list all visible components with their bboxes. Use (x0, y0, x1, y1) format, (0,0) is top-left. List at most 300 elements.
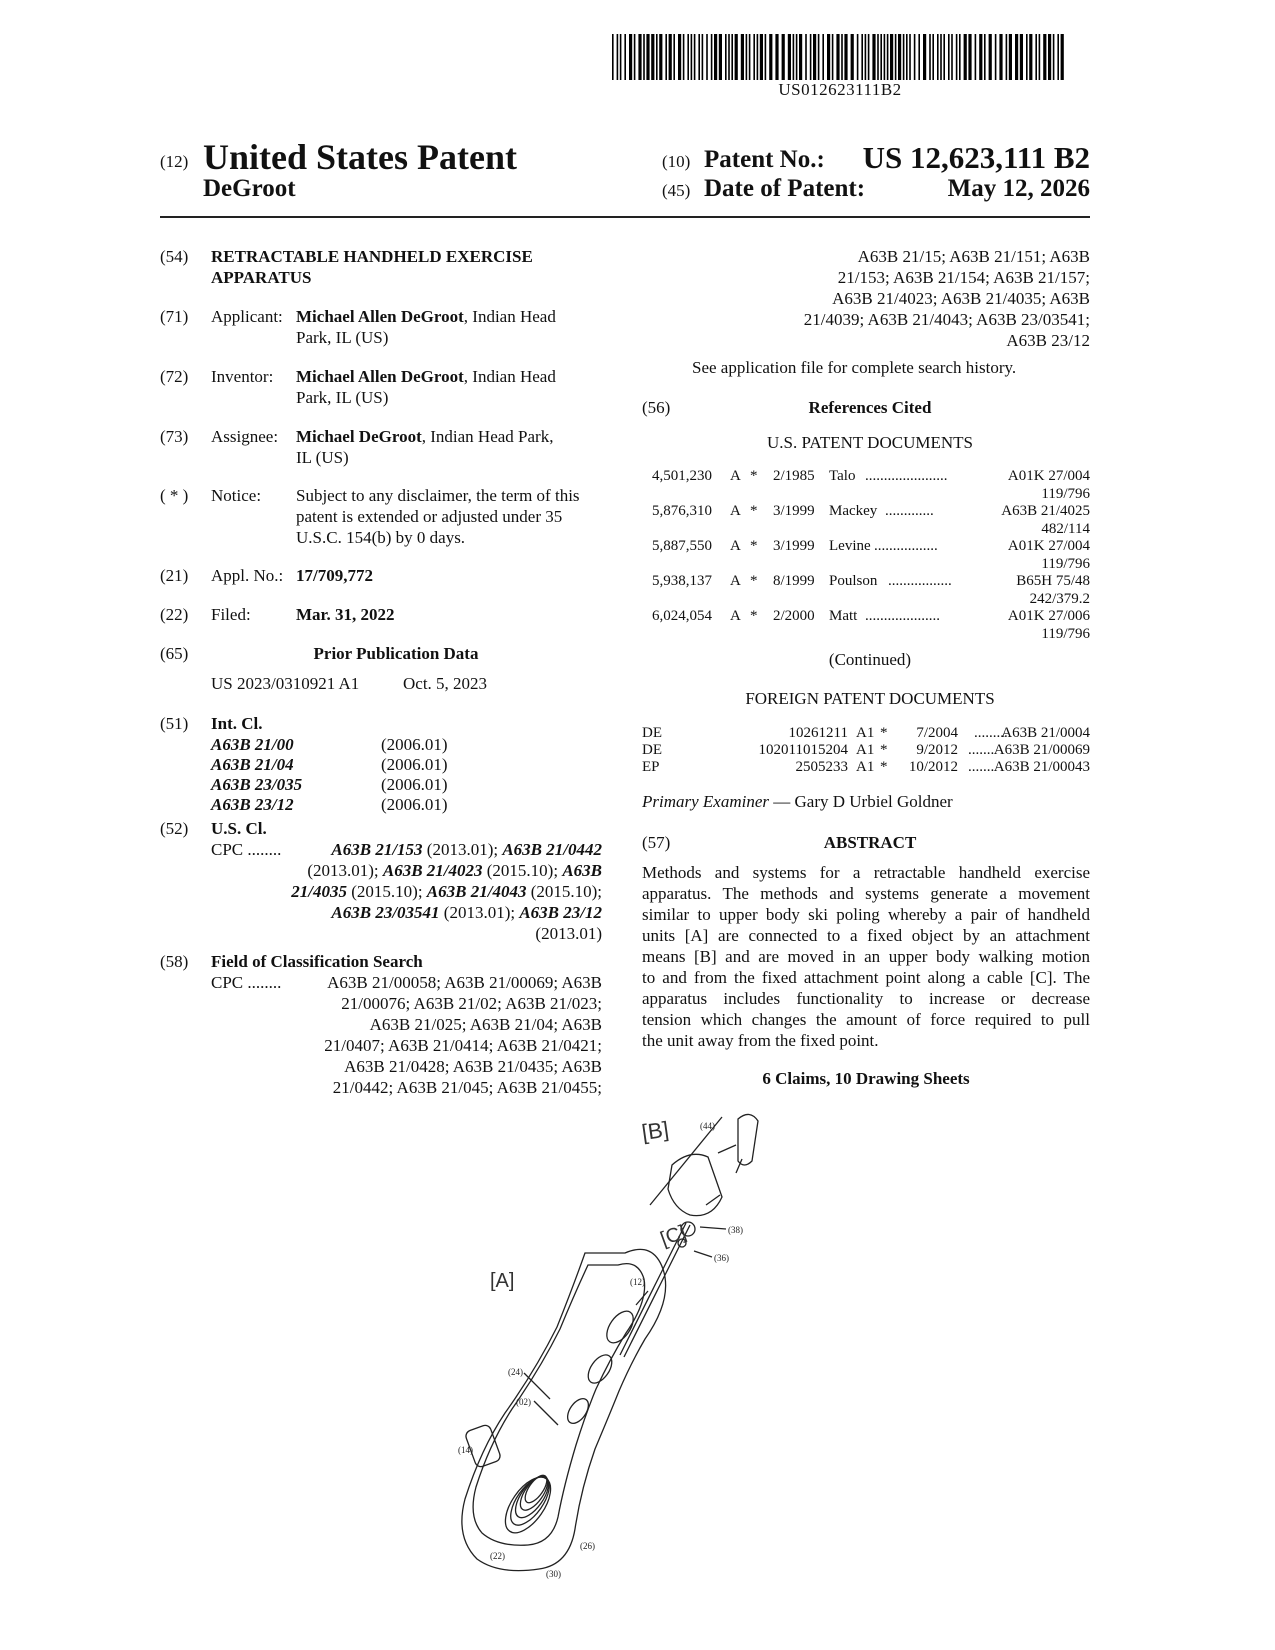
barcode-bar (714, 34, 717, 80)
barcode-bar (678, 34, 681, 80)
field-code: (58) (160, 952, 189, 971)
inventor-line-2: Park, IL (US) (296, 388, 389, 407)
barcode-bar (984, 34, 986, 80)
barcode-bar (979, 34, 982, 80)
applicant-code: (71) (160, 307, 189, 326)
field-heading: Field of Classification Search (211, 952, 423, 971)
barcode-number: US012623111B2 (778, 80, 902, 99)
us-doc-kind: A (730, 538, 741, 554)
us-doc-row (652, 573, 1090, 609)
barcode-bar (818, 34, 820, 80)
intcl-class: A63B 23/035 (211, 775, 303, 794)
us-doc-number: 5,876,310 (652, 503, 712, 519)
carabiner-shape (738, 1114, 758, 1165)
barcode-bar (932, 34, 934, 80)
foreign-doc-number: 2505233 (795, 759, 848, 775)
barcode-bar (1009, 34, 1012, 80)
notice-line-3: U.S.C. 154(b) by 0 days. (296, 528, 466, 547)
inventor-code: (72) (160, 367, 189, 386)
abstract-line: means [B] and are moved in an upper body walking motion (642, 947, 1090, 966)
barcode-bar (741, 34, 744, 80)
intcl-version: (2006.01) (381, 795, 448, 814)
foreign-doc-star: * (880, 759, 888, 775)
barcode-bar (914, 34, 916, 80)
field-cont-line: 21/153; A63B 21/154; A63B 21/157; (837, 268, 1090, 287)
uscl-version: (2013.01); (439, 903, 520, 922)
barcode-bar (813, 34, 816, 80)
patent-no-label: Patent No.: (704, 146, 825, 173)
us-doc-name: Mackey (829, 503, 878, 519)
barcode-bar (937, 34, 939, 80)
abstract-code: (57) (642, 833, 671, 852)
barcode-bar (683, 34, 685, 80)
barcode-bar (951, 34, 953, 80)
barcode-bar (746, 34, 748, 80)
barcode-bar (895, 34, 897, 80)
barcode-bar (694, 34, 696, 80)
applicant-label: Applicant: (211, 307, 283, 326)
patent-drawing (450, 1105, 830, 1625)
foreign-doc-dots: ......... (974, 725, 1008, 741)
barcode-bar (989, 34, 992, 80)
notice-code: ( * ) (160, 486, 189, 505)
title-code: (54) (160, 247, 189, 266)
primary-examiner (642, 791, 953, 812)
notice-label: Notice: (211, 486, 262, 505)
barcode-bar (877, 34, 879, 80)
intcl-class: A63B 21/04 (211, 755, 294, 774)
field-cont-line: A63B 21/15; A63B 21/151; A63B (857, 247, 1090, 266)
foreign-doc-class: A63B 21/0004 (1001, 725, 1090, 741)
foreign-doc-number: 10261211 (788, 725, 848, 741)
inventor-label: Inventor: (211, 367, 274, 386)
barcode-bar (918, 34, 920, 80)
appl-label: Appl. No.: (211, 566, 284, 585)
barcode-bar (1020, 34, 1023, 80)
abstract-line: similar to upper body ski poling whereby a pair of handheld (642, 905, 1090, 924)
barcode-bar (1026, 34, 1028, 80)
applicant-line-1 (296, 306, 556, 327)
uscl-line-3 (211, 881, 602, 902)
svg-text:(22): (22) (490, 1551, 505, 1561)
intcl-code: (51) (160, 714, 189, 733)
notice-line-2: patent is extended or adjusted under 35 (296, 507, 563, 526)
us-doc-star: * (750, 538, 758, 554)
barcode-bar (691, 34, 693, 80)
title-line-2: APPARATUS (211, 268, 312, 287)
barcode-bar (822, 34, 824, 80)
barcode-bar (669, 34, 672, 80)
barcode-bar (731, 34, 733, 80)
foreign-doc-class: A63B 21/00043 (993, 759, 1090, 775)
inventor-line-1 (296, 366, 556, 387)
date-of-patent: May 12, 2026 (947, 175, 1090, 202)
barcode-bar (1029, 34, 1032, 80)
us-doc-name: Poulson (829, 573, 878, 589)
us-doc-dots: ...................... (865, 468, 948, 484)
barcode-bar (643, 34, 645, 80)
inventor-surname: DeGroot (203, 175, 296, 202)
barcode-bar (1039, 34, 1041, 80)
inventor-name: Michael Allen DeGroot (296, 367, 464, 386)
attachment-body (668, 1154, 722, 1215)
foreign-doc-country: EP (642, 759, 660, 775)
foreign-doc-kind: A1 (856, 759, 875, 775)
us-doc-row (652, 608, 1090, 644)
barcode-bar (735, 34, 738, 80)
us-doc-star: * (750, 468, 758, 484)
us-doc-class-2: 119/796 (1041, 626, 1090, 642)
barcode-bar (719, 34, 722, 80)
pulley-upper (601, 1307, 638, 1348)
us-doc-dots: ............. (885, 503, 934, 519)
barcode-bar (629, 34, 632, 80)
continued-note: (Continued) (828, 650, 912, 669)
barcode-bar (995, 34, 997, 80)
foreign-doc-star: * (880, 742, 888, 758)
filed-date: Mar. 31, 2022 (296, 605, 395, 624)
us-doc-date: 3/1999 (773, 538, 815, 554)
us-doc-row (652, 538, 1090, 574)
intcl-row (211, 734, 511, 754)
barcode-bar (903, 34, 905, 80)
us-doc-date: 2/2000 (773, 608, 815, 624)
applicant-name: Michael Allen DeGroot (296, 307, 464, 326)
prior-heading: Prior Publication Data (313, 644, 479, 663)
us-doc-class: A01K 27/006 (1007, 608, 1090, 624)
uscl-line-1-label: CPC ........ (211, 840, 282, 859)
appl-number: 17/709,772 (296, 566, 373, 585)
abstract-line: to and from the fixed attachment point along a cable [C]. The (642, 968, 1090, 987)
uscl-class: A63B 23/03541 (331, 903, 440, 922)
assignee-code: (73) (160, 427, 189, 446)
prior-code: (65) (160, 644, 189, 663)
intcl-version: (2006.01) (381, 755, 448, 774)
field-cont-line: A63B 23/12 (1006, 331, 1090, 350)
barcode-bar (1043, 34, 1046, 80)
barcode-bar (923, 34, 926, 80)
barcode-bar (1057, 34, 1059, 80)
spring-coil (497, 1470, 560, 1541)
svg-text:(44): (44) (700, 1121, 715, 1131)
us-doc-dots: ................. (888, 573, 952, 589)
abstract-body (642, 862, 1090, 1051)
barcode-bar (827, 34, 830, 80)
field-line: 21/0407; A63B 21/0414; A63B 21/0421; (324, 1036, 602, 1055)
assignee-location: , Indian Head Park, (421, 427, 554, 446)
appl-code: (21) (160, 566, 189, 585)
barcode-bar (656, 34, 658, 80)
barcode-bar (890, 34, 893, 80)
svg-text:(02): (02) (516, 1397, 531, 1407)
us-doc-row (652, 503, 1090, 539)
barcode-bar (1061, 34, 1064, 80)
barcode-bar (617, 34, 619, 80)
assignee-label: Assignee: (211, 427, 279, 446)
foreign-docs-heading: FOREIGN PATENT DOCUMENTS (745, 689, 995, 708)
refs-heading: References Cited (808, 398, 932, 417)
barcode-bar (796, 34, 798, 80)
handle-outline (462, 1249, 666, 1570)
field-line: A63B 21/0428; A63B 21/0435; A63B (344, 1057, 602, 1076)
barcode-bar (638, 34, 641, 80)
svg-text:(24): (24) (508, 1367, 523, 1377)
us-doc-date: 3/1999 (773, 503, 815, 519)
barcode-bar (788, 34, 791, 80)
foreign-doc-kind: A1 (856, 742, 875, 758)
intcl-class: A63B 21/00 (211, 735, 294, 754)
us-doc-date: 2/1985 (773, 468, 815, 484)
barcode-bar (943, 34, 945, 80)
barcode-bar (646, 34, 649, 80)
barcode-bar (749, 34, 751, 80)
us-doc-row (652, 468, 1090, 504)
barcode-bar (868, 34, 870, 80)
assignee-line-2: IL (US) (296, 448, 349, 467)
barcode-bar (975, 34, 977, 80)
code-12: (12) (160, 152, 189, 171)
barcode-bar (906, 34, 908, 80)
drawing-lines (462, 1114, 758, 1570)
us-doc-date: 8/1999 (773, 573, 815, 589)
inventor-location: , Indian Head (463, 367, 556, 386)
uscl-version: (2013.01); (422, 840, 503, 859)
foreign-doc-row (642, 741, 1090, 759)
us-doc-star: * (750, 503, 758, 519)
barcode-bar (841, 34, 843, 80)
us-doc-kind: A (730, 468, 741, 484)
barcode-bar (1015, 34, 1018, 80)
us-doc-class-2: 119/796 (1041, 556, 1090, 572)
uscl-heading: U.S. Cl. (211, 819, 267, 838)
barcode-bar (959, 34, 961, 80)
barcode-bar (1035, 34, 1037, 80)
barcode-bar (999, 34, 1002, 80)
abstract-line: units [A] are connected to a fixed object by an attachment (642, 926, 1090, 945)
field-line: 21/0442; A63B 21/045; A63B 21/0455; (332, 1078, 602, 1097)
notice-line-1: Subject to any disclaimer, the term of this (296, 486, 580, 505)
uscl-class: A63B (562, 861, 602, 880)
barcode-bar (956, 34, 958, 80)
uscl-version: (2015.10); (347, 882, 427, 901)
assignee-name: Michael DeGroot (296, 427, 422, 446)
barcode-bar (810, 34, 812, 80)
intcl-class: A63B 23/12 (211, 795, 294, 814)
barcode-bar (725, 34, 727, 80)
foreign-doc-class: A63B 21/00069 (993, 742, 1090, 758)
uscl-version: (2015.10); (482, 861, 563, 880)
us-doc-class-2: 119/796 (1041, 486, 1090, 502)
uscl-code: (52) (160, 819, 189, 838)
us-doc-number: 6,024,054 (652, 608, 712, 624)
barcode-bar (832, 34, 834, 80)
us-doc-name: Matt (829, 608, 858, 624)
code-10: (10) (662, 152, 691, 171)
barcode-bar (757, 34, 759, 80)
barcode-bar (687, 34, 689, 80)
barcode-bar (1048, 34, 1051, 80)
barcode-bar (851, 34, 854, 80)
us-doc-star: * (750, 573, 758, 589)
field-cont-line: 21/4039; A63B 21/4043; A63B 23/03541; (803, 310, 1090, 329)
svg-text:(14): (14) (458, 1445, 473, 1455)
us-doc-class-2: 482/114 (1041, 521, 1090, 537)
intcl-row (211, 754, 511, 774)
barcode-bar (753, 34, 755, 80)
title-line-1: RETRACTABLE HANDHELD EXERCISE (211, 247, 533, 266)
us-doc-name: Talo (829, 468, 856, 484)
barcode-bar (659, 34, 662, 80)
field-line: A63B 21/025; A63B 21/04; A63B (369, 1015, 602, 1034)
refs-code: (56) (642, 398, 671, 417)
barcode-bar (665, 34, 667, 80)
uscl-line-2 (211, 860, 602, 881)
barcode-bar (929, 34, 931, 80)
abstract-heading: ABSTRACT (823, 833, 917, 852)
uscl-class: A63B 21/4043 (426, 882, 527, 901)
applicant-location: , Indian Head (463, 307, 556, 326)
uscl-class: A63B 21/153 (331, 840, 423, 859)
svg-text:(12): (12) (630, 1277, 645, 1287)
barcode-bar (844, 34, 847, 80)
barcode-bar (702, 34, 704, 80)
filed-code: (22) (160, 605, 189, 624)
search-history: See application file for complete search history. (692, 358, 1017, 377)
uscl-class: A63B 23/12 (519, 903, 602, 922)
intcl-row (211, 774, 511, 794)
abstract-line: the unit away from the fixed point. (642, 1031, 879, 1050)
abstract-line: tension which changes the amount of force required to pull (642, 1010, 1090, 1029)
barcode-bar (793, 34, 795, 80)
foreign-doc-number: 102011015204 (758, 742, 848, 758)
barcode-bar (769, 34, 772, 80)
intcl-row (211, 794, 511, 814)
intcl-list (211, 734, 511, 814)
barcode-bar (872, 34, 875, 80)
foreign-doc-country: DE (642, 742, 662, 758)
foreign-doc-date: 10/2012 (908, 759, 958, 775)
foreign-doc-dots: ....... (968, 759, 995, 775)
abstract-line: apparatus. The methods and systems generate a movement (642, 884, 1090, 903)
barcode-bar (775, 34, 778, 80)
foreign-doc-row (642, 724, 1090, 742)
barcode-bar (698, 34, 700, 80)
uscl-class: 21/4035 (291, 882, 347, 901)
us-docs-heading: U.S. PATENT DOCUMENTS (767, 433, 973, 452)
uscl-version: (2015.10); (526, 882, 602, 901)
barcode-bar (634, 34, 636, 80)
foreign-doc-star: * (880, 725, 888, 741)
us-doc-dots: ................. (874, 538, 938, 554)
drawing-label-b: [B] (640, 1116, 671, 1146)
us-doc-number: 5,887,550 (652, 538, 712, 554)
uscl-version: (2013.01); (307, 861, 383, 880)
barcode-bar (711, 34, 713, 80)
us-doc-class: A63B 21/4025 (1001, 503, 1090, 519)
barcode-bar (887, 34, 889, 80)
prior-pub-number: US 2023/0310921 A1 (211, 674, 360, 693)
foreign-doc-date: 9/2012 (916, 742, 958, 758)
date-label: Date of Patent: (704, 175, 866, 202)
barcode-bar (861, 34, 863, 80)
barcode-bar (948, 34, 950, 80)
barcode-bar (898, 34, 901, 80)
us-doc-name: Levine (829, 538, 871, 554)
patent-type: United States Patent (203, 137, 517, 177)
barcode-bar (728, 34, 730, 80)
abstract-line: apparatus includes functionality to increase or decrease (642, 989, 1090, 1008)
svg-text:(26): (26) (580, 1541, 595, 1551)
barcode-bar (884, 34, 886, 80)
barcode-bar (673, 34, 675, 80)
code-45: (45) (662, 181, 691, 200)
svg-text:(38): (38) (728, 1225, 743, 1235)
uscl-line-5: (2013.01) (535, 924, 602, 943)
us-doc-class-2: 242/379.2 (1029, 591, 1090, 607)
reference-numerals (458, 1121, 743, 1579)
foreign-doc-date: 7/2004 (916, 725, 958, 741)
us-doc-class: A01K 27/004 (1007, 538, 1090, 554)
us-doc-kind: A (730, 608, 741, 624)
barcode (612, 34, 1068, 80)
intcl-version: (2006.01) (381, 735, 448, 754)
field-line: 21/00076; A63B 21/02; A63B 21/023; (341, 994, 602, 1013)
us-doc-star: * (750, 608, 758, 624)
barcode-bar (765, 34, 767, 80)
field-cpc-label: CPC ........ (211, 973, 282, 992)
abstract-line: Methods and systems for a retractable handheld exercise (642, 863, 1090, 882)
us-doc-kind: A (730, 573, 741, 589)
barcode-bar (968, 34, 971, 80)
uscl-class: A63B 21/4023 (382, 861, 483, 880)
assignee-line-1 (296, 426, 553, 447)
us-doc-number: 5,938,137 (652, 573, 712, 589)
field-line: A63B 21/00058; A63B 21/00069; A63B (327, 973, 602, 992)
barcode-bar (857, 34, 859, 80)
svg-text:(30): (30) (546, 1569, 561, 1579)
barcode-bar (624, 34, 626, 80)
foreign-doc-kind: A1 (856, 725, 875, 741)
us-doc-class: A01K 27/004 (1007, 468, 1090, 484)
barcode-bar (799, 34, 802, 80)
barcode-bar (706, 34, 708, 80)
barcode-bar (782, 34, 785, 80)
barcode-bar (1006, 34, 1008, 80)
uscl-line-4 (211, 902, 602, 923)
us-doc-class: B65H 75/48 (1016, 573, 1090, 589)
intcl-version: (2006.01) (381, 775, 448, 794)
barcode-bar (1053, 34, 1055, 80)
filed-label: Filed: (211, 605, 251, 624)
prior-pub-date: Oct. 5, 2023 (403, 674, 488, 693)
drawing-label-a: [A] (490, 1270, 515, 1292)
barcode-bar (651, 34, 654, 80)
barcode-bar (909, 34, 911, 80)
intcl-heading: Int. Cl. (211, 714, 263, 733)
barcode-bar (760, 34, 763, 80)
foreign-doc-country: DE (642, 725, 662, 741)
foreign-doc-dots: ....... (968, 742, 995, 758)
barcode-bar (805, 34, 807, 80)
uscl-class: A63B 21/0442 (502, 840, 602, 859)
us-doc-kind: A (730, 503, 741, 519)
us-doc-number: 4,501,230 (652, 468, 712, 484)
svg-text:(36): (36) (714, 1253, 729, 1263)
header-rule (160, 216, 1090, 218)
uscl-line-1 (280, 839, 602, 860)
barcode-bar (940, 34, 942, 80)
applicant-line-2: Park, IL (US) (296, 328, 389, 347)
